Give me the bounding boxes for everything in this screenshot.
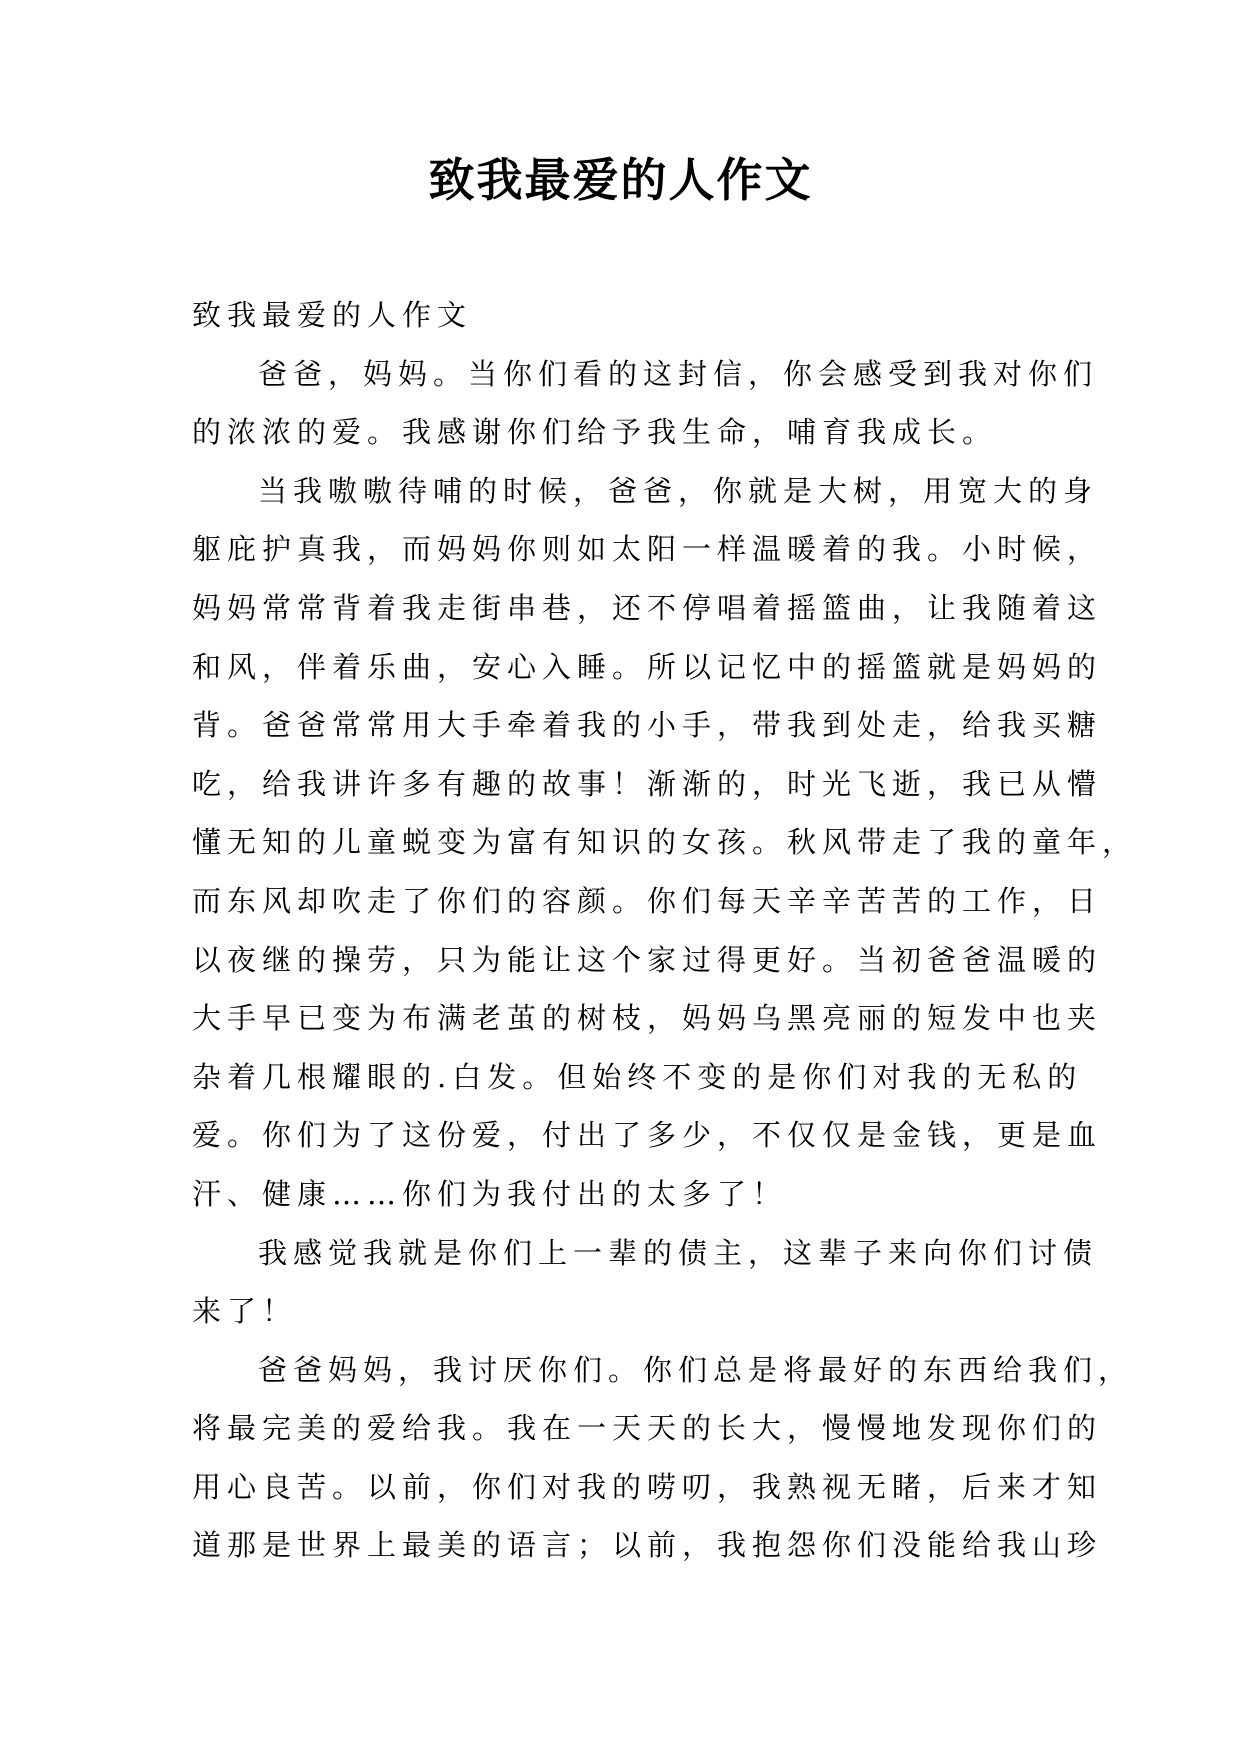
paragraph-line: 的浓浓的爱。我感谢你们给予我生命，哺育我成长。 [192, 415, 998, 450]
body-heading: 致我最爱的人作文 [192, 298, 473, 332]
paragraph-line: 躯庇护真我，而妈妈你则如太阳一样温暖着的我。小时候， [192, 532, 1103, 567]
paragraph-line: 用心良苦。以前，你们对我的唠叨，我熟视无睹，后来才知 [192, 1469, 1103, 1504]
paragraph-line: 吃，给我讲许多有趣的故事！渐渐的，时光飞逝，我已从懵 [192, 766, 1103, 801]
paragraph-line: 和风，伴着乐曲，安心入睡。所以记忆中的摇篮就是妈妈的 [192, 649, 1103, 684]
paragraph-line: 背。爸爸常常用大手牵着我的小手，带我到处走，给我买糖 [192, 708, 1103, 743]
document-body [192, 286, 1138, 1575]
paragraph-line: 爱。你们为了这份爱，付出了多少，不仅仅是金钱，更是血 [192, 1118, 1103, 1153]
paragraph-line: 而东风却吹走了你们的容颜。你们每天辛辛苦苦的工作，日 [192, 883, 1103, 918]
paragraph-line: 妈妈常常背着我走街串巷，还不停唱着摇篮曲，让我随着这 [192, 590, 1103, 625]
paragraph-line: 爸爸，妈妈。当你们看的这封信，你会感受到我对你们 [258, 356, 1099, 391]
paragraph-line: 来了！ [192, 1294, 298, 1329]
paragraph-line: 爸爸妈妈，我讨厌你们。你们总是将最好的东西给我们， [258, 1352, 1134, 1387]
paragraph-line: 我感觉我就是你们上一辈的债主，这辈子来向你们讨债 [258, 1235, 1099, 1270]
paragraph-2 [192, 462, 1138, 1224]
paragraph-line: 当我嗷嗷待哺的时候，爸爸，你就是大树，用宽大的身 [258, 473, 1099, 508]
paragraph-line: 道那是世界上最美的语言；以前，我抱怨你们没能给我山珍 [192, 1528, 1103, 1563]
paragraph-4 [192, 1341, 1134, 1575]
paragraph-line: 将最完美的爱给我。我在一天天的长大，慢慢地发现你们的 [192, 1411, 1103, 1446]
paragraph-line: 懂无知的儿童蜕变为富有知识的女孩。秋风带走了我的童年， [192, 825, 1138, 860]
paragraph-line: 大手早已变为布满老茧的树枝，妈妈乌黑亮丽的短发中也夹 [192, 1001, 1103, 1036]
paragraph-line: 汗、健康……你们为我付出的太多了！ [192, 1176, 788, 1211]
paragraph-line: 以夜继的操劳，只为能让这个家过得更好。当初爸爸温暖的 [192, 942, 1103, 977]
paragraph-1 [192, 345, 1099, 462]
paragraph-3 [192, 1224, 1099, 1341]
document-title: 致我最爱的人作文 [428, 153, 813, 207]
paragraph-line: 杂着几根耀眼的.白发。但始终不变的是你们对我的无私的 [192, 1059, 1083, 1094]
